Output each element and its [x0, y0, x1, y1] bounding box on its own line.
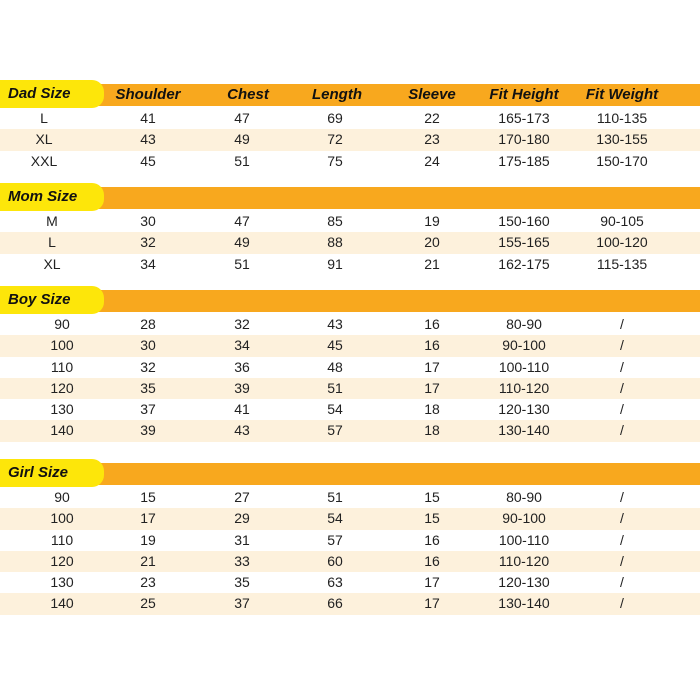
- column-header-chest: Chest: [227, 86, 269, 103]
- value-cell: /: [620, 595, 624, 612]
- value-cell: 35: [140, 379, 156, 396]
- table-row: [0, 420, 700, 441]
- value-cell: 130-140: [498, 595, 550, 612]
- value-cell: 18: [424, 401, 440, 418]
- value-cell: 35: [234, 574, 250, 591]
- value-cell: 85: [327, 213, 343, 229]
- value-cell: 37: [234, 595, 250, 612]
- size-cell: 90: [54, 489, 70, 505]
- size-cell: XL: [35, 131, 53, 148]
- value-cell: 27: [234, 489, 250, 505]
- column-header-shoulder: Shoulder: [115, 86, 181, 103]
- value-cell: 45: [140, 152, 156, 169]
- value-cell: 130-140: [498, 422, 550, 439]
- value-cell: 24: [424, 152, 440, 169]
- column-header-fit-height: Fit Height: [489, 86, 559, 103]
- value-cell: 16: [424, 337, 440, 354]
- value-cell: /: [620, 379, 624, 396]
- value-cell: 18: [424, 422, 440, 439]
- section-label: Dad Size: [0, 80, 104, 108]
- value-cell: /: [620, 337, 624, 354]
- value-cell: /: [620, 401, 624, 418]
- value-cell: 51: [234, 152, 250, 169]
- size-cell: L: [40, 110, 48, 126]
- table-row: [0, 572, 700, 593]
- value-cell: 21: [424, 255, 440, 272]
- value-cell: 39: [140, 422, 156, 439]
- size-cell: 90: [54, 316, 70, 332]
- section-label: Girl Size: [0, 459, 104, 487]
- column-header-fit-weight: Fit Weight: [585, 86, 659, 103]
- section-label: Boy Size: [0, 286, 104, 314]
- value-cell: 90-100: [502, 337, 546, 354]
- value-cell: 17: [424, 574, 440, 591]
- value-cell: 57: [327, 422, 343, 439]
- value-cell: 19: [140, 531, 156, 548]
- section-girl-size: [0, 459, 700, 615]
- value-cell: 120-130: [498, 401, 550, 418]
- value-cell: 49: [234, 234, 250, 251]
- value-cell: 63: [327, 574, 343, 591]
- value-cell: 25: [140, 595, 156, 612]
- value-cell: 90-100: [502, 510, 546, 527]
- size-cell: L: [48, 234, 56, 251]
- value-cell: 43: [327, 316, 343, 332]
- size-cell: XXL: [30, 152, 58, 169]
- value-cell: /: [620, 574, 624, 591]
- section-mom-size: [0, 183, 700, 275]
- value-cell: 48: [327, 358, 343, 375]
- size-cell: 100: [50, 510, 74, 527]
- table-row: [0, 254, 700, 275]
- value-cell: 150-160: [498, 213, 550, 229]
- value-cell: 17: [140, 510, 156, 527]
- value-cell: 110-120: [498, 552, 550, 569]
- size-cell: XL: [43, 255, 61, 272]
- value-cell: /: [620, 489, 624, 505]
- section-boy-size: [0, 286, 700, 442]
- value-cell: 60: [327, 552, 343, 569]
- value-cell: 32: [234, 316, 250, 332]
- value-cell: 41: [140, 110, 156, 126]
- header-bar: [0, 290, 700, 312]
- value-cell: 17: [424, 379, 440, 396]
- value-cell: 20: [424, 234, 440, 251]
- value-cell: 39: [234, 379, 250, 396]
- section-header: [0, 286, 700, 314]
- value-cell: 30: [140, 213, 156, 229]
- value-cell: 170-180: [498, 131, 550, 148]
- value-cell: 16: [424, 316, 440, 332]
- value-cell: 130-155: [596, 131, 648, 148]
- value-cell: 165-173: [498, 110, 550, 126]
- value-cell: 47: [234, 110, 250, 126]
- value-cell: 41: [234, 401, 250, 418]
- value-cell: 80-90: [506, 489, 542, 505]
- size-cell: 110: [50, 531, 74, 548]
- size-cell: 120: [50, 379, 74, 396]
- value-cell: 34: [140, 255, 156, 272]
- value-cell: 90-105: [600, 213, 644, 229]
- value-cell: 66: [327, 595, 343, 612]
- table-row: [0, 108, 700, 129]
- value-cell: 33: [234, 552, 250, 569]
- value-cell: 17: [424, 595, 440, 612]
- table-row: [0, 232, 700, 253]
- value-cell: 31: [234, 531, 250, 548]
- value-cell: 28: [140, 316, 156, 332]
- value-cell: 150-170: [596, 152, 648, 169]
- value-cell: 120-130: [498, 574, 550, 591]
- value-cell: 30: [140, 337, 156, 354]
- size-cell: 110: [50, 358, 74, 375]
- value-cell: 110-135: [596, 110, 648, 126]
- header-bar: [0, 463, 700, 485]
- table-row: [0, 551, 700, 572]
- value-cell: 100-120: [596, 234, 648, 251]
- size-cell: M: [46, 213, 58, 229]
- value-cell: 51: [234, 255, 250, 272]
- size-cell: 130: [50, 574, 74, 591]
- value-cell: 88: [327, 234, 343, 251]
- table-row: [0, 378, 700, 399]
- value-cell: /: [620, 510, 624, 527]
- size-cell: 130: [50, 401, 74, 418]
- value-cell: 54: [327, 510, 343, 527]
- value-cell: 37: [140, 401, 156, 418]
- value-cell: 32: [140, 234, 156, 251]
- value-cell: 51: [327, 489, 343, 505]
- value-cell: 16: [424, 531, 440, 548]
- value-cell: /: [620, 422, 624, 439]
- value-cell: 72: [327, 131, 343, 148]
- value-cell: /: [620, 531, 624, 548]
- header-bar: [0, 187, 700, 209]
- value-cell: 29: [234, 510, 250, 527]
- value-cell: 19: [424, 213, 440, 229]
- column-header-length: Length: [312, 86, 362, 103]
- section-dad-size: [0, 80, 700, 172]
- section-header: [0, 183, 700, 211]
- size-cell: 140: [50, 595, 74, 612]
- value-cell: 49: [234, 131, 250, 148]
- value-cell: /: [620, 358, 624, 375]
- size-cell: 100: [50, 337, 74, 354]
- value-cell: 100-110: [498, 358, 550, 375]
- section-label: Mom Size: [0, 183, 104, 211]
- value-cell: 15: [140, 489, 156, 505]
- value-cell: 23: [140, 574, 156, 591]
- value-cell: 75: [327, 152, 343, 169]
- value-cell: 175-185: [498, 152, 550, 169]
- value-cell: 110-120: [498, 379, 550, 396]
- value-cell: 69: [327, 110, 343, 126]
- table-row: [0, 593, 700, 614]
- column-header-sleeve: Sleeve: [408, 86, 456, 103]
- value-cell: 91: [327, 255, 343, 272]
- value-cell: /: [620, 552, 624, 569]
- value-cell: 45: [327, 337, 343, 354]
- value-cell: 34: [234, 337, 250, 354]
- size-cell: 120: [50, 552, 74, 569]
- value-cell: 162-175: [498, 255, 550, 272]
- table-row: [0, 399, 700, 420]
- value-cell: 36: [234, 358, 250, 375]
- value-cell: 155-165: [498, 234, 550, 251]
- table-row: [0, 487, 700, 508]
- value-cell: 57: [327, 531, 343, 548]
- value-cell: 16: [424, 552, 440, 569]
- table-row: [0, 530, 700, 551]
- value-cell: 47: [234, 213, 250, 229]
- table-row: [0, 129, 700, 150]
- table-row: [0, 357, 700, 378]
- value-cell: 15: [424, 489, 440, 505]
- value-cell: 54: [327, 401, 343, 418]
- size-cell: 140: [50, 422, 74, 439]
- value-cell: 17: [424, 358, 440, 375]
- table-row: [0, 335, 700, 356]
- value-cell: 51: [327, 379, 343, 396]
- value-cell: 21: [140, 552, 156, 569]
- value-cell: 32: [140, 358, 156, 375]
- table-row: [0, 314, 700, 335]
- table-row: [0, 211, 700, 232]
- section-header: [0, 80, 700, 108]
- value-cell: 23: [424, 131, 440, 148]
- table-row: [0, 508, 700, 529]
- value-cell: 15: [424, 510, 440, 527]
- value-cell: 115-135: [596, 255, 648, 272]
- value-cell: 22: [424, 110, 440, 126]
- value-cell: 80-90: [506, 316, 542, 332]
- value-cell: 43: [140, 131, 156, 148]
- value-cell: /: [620, 316, 624, 332]
- section-header: [0, 459, 700, 487]
- value-cell: 100-110: [498, 531, 550, 548]
- value-cell: 43: [234, 422, 250, 439]
- table-row: [0, 151, 700, 172]
